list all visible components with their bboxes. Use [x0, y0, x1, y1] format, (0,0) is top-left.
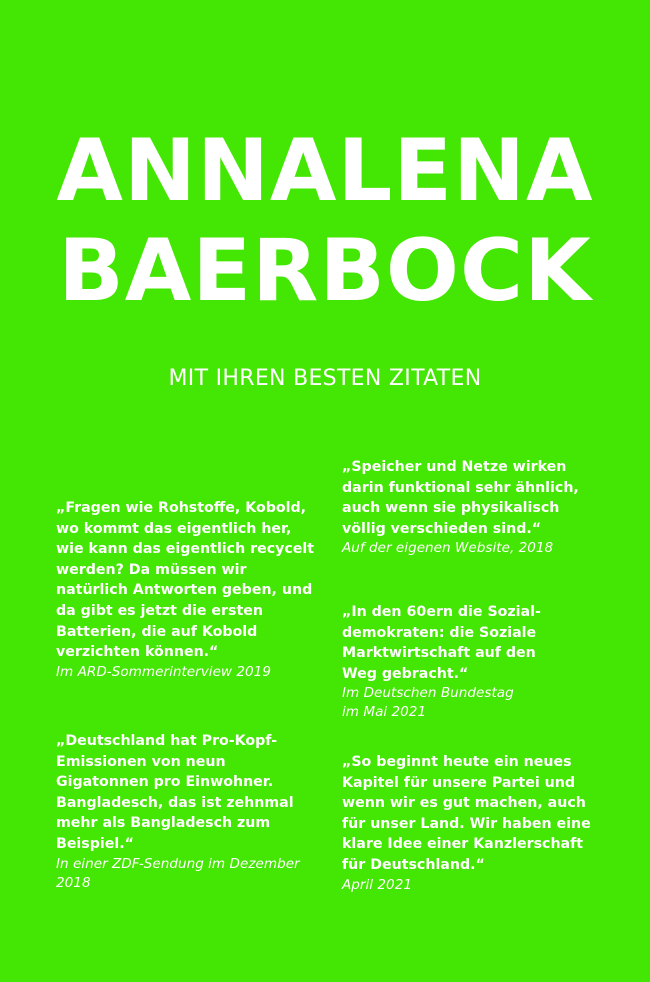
source-line: April 2021 — [342, 876, 412, 893]
quote-line: werden? Da müssen wir — [56, 561, 247, 578]
quote-text — [56, 498, 316, 663]
quote-line: Weg gebracht.“ — [342, 665, 469, 682]
quote-line: für Deutschland.“ — [342, 856, 485, 873]
quote-line: wo kommt das eigentlich her, — [56, 520, 292, 537]
quote-text — [342, 752, 602, 876]
quote-line: Beispiel.“ — [56, 835, 134, 852]
quote-line: natürlich Antworten geben, und — [56, 582, 313, 599]
title-last-name: BAERBOCK — [58, 221, 592, 321]
source-line: Im Deutschen Bundestag — [342, 685, 514, 702]
source-line: 2018 — [56, 874, 91, 891]
quote-speicher — [342, 457, 602, 558]
quote-line: für unser Land. Wir haben eine — [342, 815, 591, 832]
quote-line: Kapitel für unsere Partei und — [342, 774, 575, 791]
quote-line: Emissionen von neun — [56, 753, 226, 770]
quote-line: darin funktional sehr ähnlich, — [342, 479, 579, 496]
source-line: im Mai 2021 — [342, 704, 427, 721]
quote-text — [342, 457, 602, 539]
source-line: Auf der eigenen Website, 2018 — [342, 540, 554, 557]
quote-emissionen — [56, 731, 316, 893]
quote-source — [342, 684, 602, 722]
quote-text — [342, 602, 602, 684]
quote-line: wie kann das eigentlich recycelt — [56, 541, 315, 558]
quote-source — [56, 663, 316, 682]
quote-line: Batterien, die auf Kobold — [56, 623, 258, 640]
quote-source — [342, 539, 602, 558]
quote-line: „So beginnt heute ein neues — [342, 754, 572, 770]
quote-line: mehr als Bangladesch zum — [56, 815, 271, 832]
quote-line: da gibt es jetzt die ersten — [56, 602, 263, 619]
quote-line: „Deutschland hat Pro-Kopf- — [56, 733, 278, 749]
subtitle: MIT IHREN BESTEN ZITATEN — [168, 366, 482, 391]
quote-sozialdemokraten — [342, 602, 602, 722]
quote-line: wenn wir es gut machen, auch — [342, 795, 586, 812]
quote-line: verzichten können.“ — [56, 644, 219, 661]
quote-line: „In den 60ern die Sozial- — [342, 604, 541, 620]
quote-line: völlig verschieden sind.“ — [342, 520, 542, 537]
quote-line: demokraten: die Soziale — [342, 624, 537, 641]
quote-rohstoffe — [56, 498, 316, 682]
quote-line: Gigatonnen pro Einwohner. — [56, 774, 274, 791]
quote-line: Marktwirtschaft auf den — [342, 645, 536, 662]
quote-kanzlerschaft — [342, 752, 602, 895]
quote-line: auch wenn sie physikalisch — [342, 500, 560, 517]
source-line: Im ARD-Sommerinterview 2019 — [56, 663, 271, 680]
quote-line: „Speicher und Netze wirken — [342, 459, 567, 475]
quote-line: Bangladesch, das ist zehnmal — [56, 794, 294, 811]
quote-line: klare Idee einer Kanzlerschaft — [342, 836, 584, 853]
quote-source — [56, 855, 316, 893]
source-line: In einer ZDF-Sendung im Dezember — [56, 855, 300, 872]
quote-line: „Fragen wie Rohstoffe, Kobold, — [56, 500, 307, 516]
quote-source — [342, 876, 602, 895]
title-first-name: ANNALENA — [56, 121, 594, 221]
quote-text — [56, 731, 316, 855]
